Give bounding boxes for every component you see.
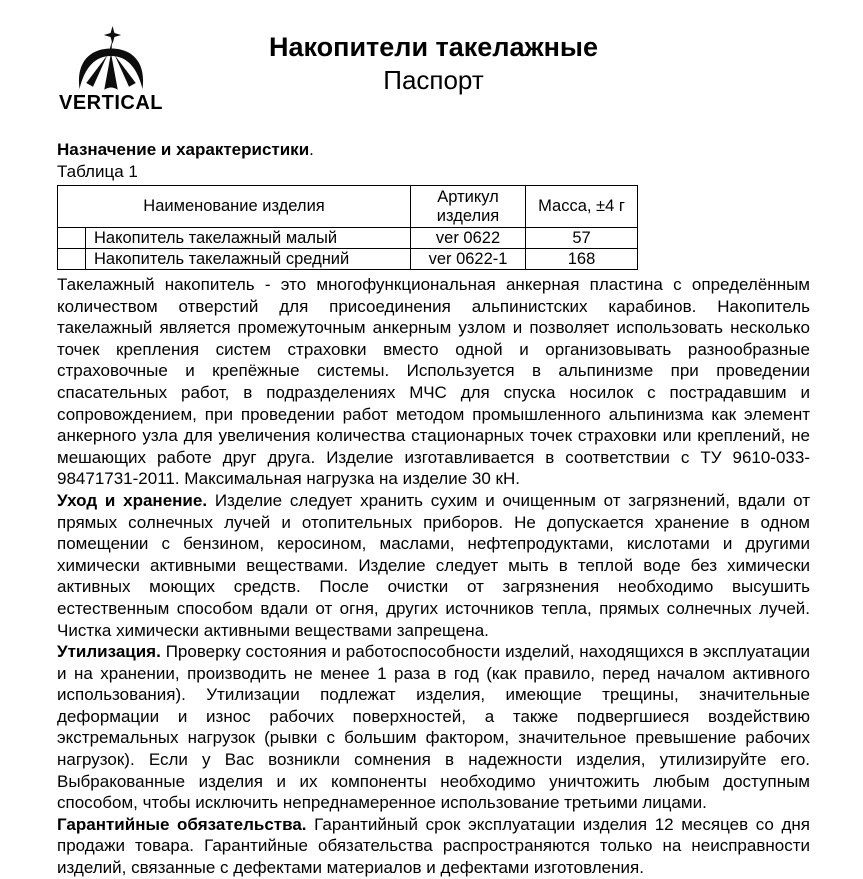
paragraph-disposal-lead: Утилизация. bbox=[57, 642, 161, 662]
title-block bbox=[57, 26, 810, 97]
paragraph-block bbox=[57, 274, 810, 879]
paragraph-care bbox=[57, 490, 810, 641]
paragraph-disposal bbox=[57, 641, 810, 814]
document-subtitle: Паспорт bbox=[383, 65, 484, 95]
paragraph-warranty bbox=[57, 814, 810, 879]
paragraph-care-lead: Уход и хранение. bbox=[57, 490, 208, 510]
paragraph-warranty-lead: Гарантийные обязательства. bbox=[57, 814, 307, 834]
row-blank-cell bbox=[58, 228, 86, 249]
products-table bbox=[57, 185, 638, 270]
column-header-name: Наименование изделия bbox=[58, 186, 411, 228]
product-name-cell: Накопитель такелажный малый bbox=[86, 228, 411, 249]
tent-star-emblem-icon bbox=[57, 26, 165, 92]
paragraph-disposal-text: Проверку состояния и работоспособности изделий, находящихся в эксплуатации и на хранении, производить не менее 1 раза в год (как правило, перед началом активного использования). Утилизации подлежат изделия, имеющие трещины, значительные деформации и износ рабочих поверхностей, а также подвергшиеся воздействию экстремальных нагрузок (рывки с большим фактором, значительное превышение рабочих нагрузок). Если у Вас возникли сомнения в надежности изделия, утилизируйте его. Выбракованные изделия и их компоненты необходимо уничтожить любым доступным способом, чтобы исключить непреднамеренное использование третьими лицами. bbox=[57, 642, 810, 813]
paragraph-warranty-text: Гарантийный срок эксплуатации изделия 12 месяцев со дня продажи товара. Гарантийные обязательства распространяются только на неисправности изделий, связанные с дефектами материалов и дефектами изготовления. bbox=[57, 814, 810, 878]
row-blank-cell bbox=[58, 249, 86, 270]
table-row bbox=[58, 228, 638, 249]
document-body bbox=[57, 139, 810, 879]
table-caption: Таблица 1 bbox=[57, 161, 138, 181]
section-heading-purpose bbox=[57, 139, 810, 161]
product-article-cell: ver 0622-1 bbox=[411, 249, 526, 270]
section-heading-purpose-text: Назначение и характеристики bbox=[57, 140, 310, 159]
brand-logo bbox=[57, 26, 165, 113]
paragraph-care-text: Изделие следует хранить сухим и очищенным от загрязнений, вдали от прямых солнечных лучей и отопительных приборов. Не допускается хранение в одном помещении с бензином, керосином, маслами, нефтепродуктами, кислотами и другими химически активными веществами. Изделие следует мыть в теплой воде без химически активных моющих средств. После очистки от загрязнения необходимо высушить естественным способом вдали от огня, других источников тепла, прямых солнечных лучей. Чистка химически активными веществами запрещена. bbox=[57, 490, 810, 640]
product-mass-cell: 168 bbox=[526, 249, 638, 270]
document-header bbox=[57, 26, 810, 118]
paragraph-description-text: Такелажный накопитель - это многофункциональная анкерная пластина с определённым количеством отверстий для присоединения альпинистских карабинов. Накопитель такелажный является промежуточным анкерным узлом и позволяет использовать несколько точек крепления систем страховки вместо одной и организовывать разнообразные страховочные и крепёжные системы. Используется в альпинизме при проведении спасательных работ, в подразделениях МЧС для спуска носилок с пострадавшим и сопровождением, при проведении работ методом промышленного альпинизма как элемент анкерного узла для увеличения количества стационарных точек страховки или креплений, не мешающих работе друг друга. Изделие изготавливается в соответствии с ТУ 9610-033-98471731-2011. Максимальная нагрузка на изделие 30 кН. bbox=[57, 275, 810, 489]
brand-name: VERTICAL bbox=[59, 92, 163, 114]
paragraph-description bbox=[57, 274, 810, 490]
product-article-cell: ver 0622 bbox=[411, 228, 526, 249]
section-heading-purpose-period: . bbox=[309, 140, 314, 159]
product-mass-cell: 57 bbox=[526, 228, 638, 249]
document-title: Накопители такелажные bbox=[268, 32, 599, 62]
table-row bbox=[58, 249, 638, 270]
product-name-cell: Накопитель такелажный средний bbox=[86, 249, 411, 270]
column-header-article: Артикул изделия bbox=[411, 186, 526, 228]
table-header-row bbox=[58, 186, 638, 228]
column-header-mass: Масса, ±4 г bbox=[526, 186, 638, 228]
